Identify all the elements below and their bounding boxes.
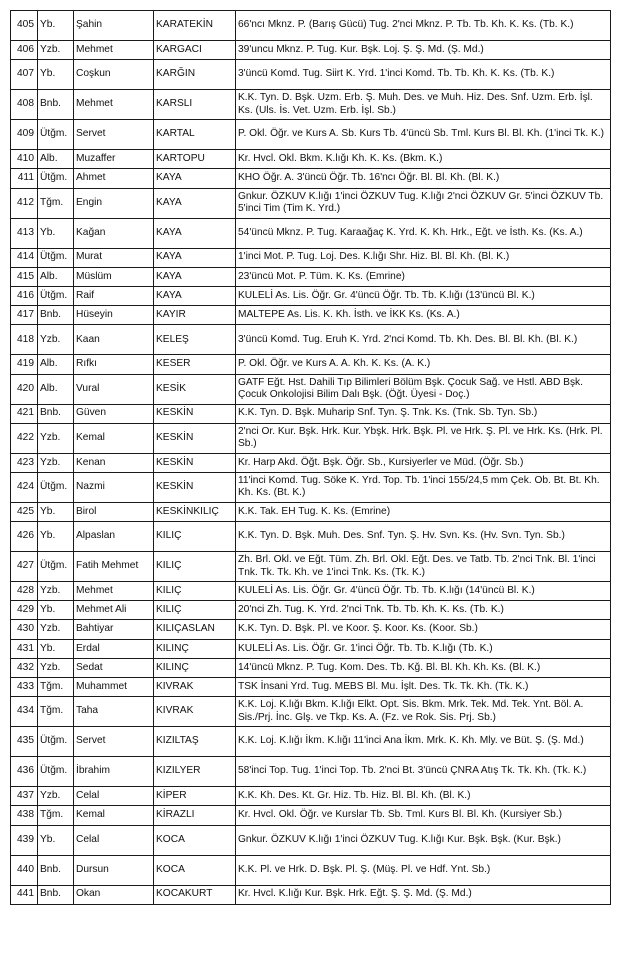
last-name-cell: KARSLI [154,90,236,120]
unit-cell: P. Okl. Öğr. ve Kurs A. Sb. Kurs Tb. 4'üncü Sb. Tml. Kurs Bl. Bl. Kh. (1'inci Tk. K.) [236,120,611,150]
rank-cell: Bnb. [38,404,74,423]
row-number: 433 [11,678,38,697]
unit-cell: 39'uncu Mknz. P. Tug. Kur. Bşk. Loj. Ş. Ş. Md. (Ş. Md.) [236,41,611,60]
row-number: 425 [11,502,38,521]
rank-cell: Ütğm. [38,286,74,305]
row-number: 408 [11,90,38,120]
row-number: 427 [11,552,38,582]
table-row [11,11,611,41]
rank-cell: Ütğm. [38,727,74,757]
row-number: 415 [11,267,38,286]
rank-cell: Yb. [38,502,74,521]
row-number: 411 [11,169,38,188]
table-row [11,601,611,620]
table-row [11,90,611,120]
first-name-cell: Murat [74,248,154,267]
unit-cell: 23'üncü Mot. P. Tüm. K. Ks. (Emrine) [236,267,611,286]
rank-cell: Tğm. [38,806,74,825]
last-name-cell: KOCAKURT [154,885,236,904]
table-row [11,306,611,325]
rank-cell: Yb. [38,60,74,90]
row-number: 410 [11,150,38,169]
table-row [11,374,611,404]
table-row [11,286,611,305]
last-name-cell: KESİK [154,374,236,404]
table-row [11,188,611,218]
row-number: 414 [11,248,38,267]
row-number: 437 [11,787,38,806]
rank-cell: Yb. [38,218,74,248]
row-number: 435 [11,727,38,757]
first-name-cell: Servet [74,120,154,150]
row-number: 441 [11,885,38,904]
row-number: 420 [11,374,38,404]
first-name-cell: Kemal [74,423,154,453]
table-row [11,885,611,904]
first-name-cell: İbrahim [74,757,154,787]
unit-cell: 14'üncü Mknz. P. Tug. Kom. Des. Tb. Kğ. Bl. Bl. Kh. Kh. Ks. (Bl. K.) [236,658,611,677]
row-number: 412 [11,188,38,218]
first-name-cell: Ahmet [74,169,154,188]
rank-cell: Yzb. [38,325,74,355]
last-name-cell: KILIÇ [154,582,236,601]
last-name-cell: KAYA [154,267,236,286]
table-row [11,472,611,502]
rank-cell: Ütğm. [38,757,74,787]
row-number: 421 [11,404,38,423]
rank-cell: Ütğm. [38,552,74,582]
unit-cell: KULELİ As. Lis. Öğr. Gr. 4'üncü Öğr. Tb. Tb. K.lığı (14'üncü Bl. K.) [236,582,611,601]
last-name-cell: KOCA [154,825,236,855]
row-number: 436 [11,757,38,787]
last-name-cell: KILINÇ [154,658,236,677]
unit-cell: K.K. Loj. K.lığı Bkm. K.lığı Elkt. Opt. Sis. Bkm. Mrk. Tek. Md. Tek. Ynt. Böl. A. Sis./Prj. İnc. Glş. ve Tkp. Ks. A. (Fz. ve Rok. Sis. Prj. Sb.) [236,697,611,727]
last-name-cell: KAYA [154,218,236,248]
last-name-cell: KILINÇ [154,639,236,658]
row-number: 426 [11,522,38,552]
last-name-cell: KESKİNKILIÇ [154,502,236,521]
table-row [11,825,611,855]
first-name-cell: Erdal [74,639,154,658]
rank-cell: Bnb. [38,90,74,120]
table-row [11,150,611,169]
first-name-cell: Müslüm [74,267,154,286]
rank-cell: Alb. [38,374,74,404]
table-body [11,11,611,905]
table-row [11,855,611,885]
table-row [11,806,611,825]
rank-cell: Yzb. [38,453,74,472]
table-row [11,697,611,727]
table-row [11,404,611,423]
last-name-cell: KIZILTAŞ [154,727,236,757]
last-name-cell: KESKİN [154,472,236,502]
first-name-cell: Fatih Mehmet [74,552,154,582]
table-row [11,267,611,286]
table-row [11,678,611,697]
rank-cell: Bnb. [38,306,74,325]
row-number: 416 [11,286,38,305]
last-name-cell: KOCA [154,855,236,885]
row-number: 423 [11,453,38,472]
unit-cell: KULELİ As. Lis. Öğr. Gr. 1'inci Öğr. Tb. Tb. K.lığı (Tb. K.) [236,639,611,658]
table-row [11,60,611,90]
row-number: 439 [11,825,38,855]
table-row [11,639,611,658]
unit-cell: GATF Eğt. Hst. Dahili Tıp Bilimleri Bölüm Bşk. Çocuk Sağ. ve Hstl. ABD Bşk. Çocuk Onkolojisi Bilim Dalı Bşk. (Öğt. Üyesi - Doç.) [236,374,611,404]
first-name-cell: Nazmi [74,472,154,502]
unit-cell: K.K. Tak. EH Tug. K. Ks. (Emrine) [236,502,611,521]
last-name-cell: KARGACI [154,41,236,60]
first-name-cell: Coşkun [74,60,154,90]
first-name-cell: Şahin [74,11,154,41]
first-name-cell: Mehmet [74,41,154,60]
first-name-cell: Celal [74,787,154,806]
first-name-cell: Muhammet [74,678,154,697]
rank-cell: Yb. [38,825,74,855]
last-name-cell: KESKİN [154,423,236,453]
last-name-cell: KAYA [154,188,236,218]
row-number: 413 [11,218,38,248]
unit-cell: 3'üncü Komd. Tug. Eruh K. Yrd. 2'nci Komd. Tb. Kh. Des. Bl. Bl. Kh. (Bl. K.) [236,325,611,355]
first-name-cell: Kaan [74,325,154,355]
last-name-cell: KAYA [154,169,236,188]
table-row [11,120,611,150]
last-name-cell: KILIÇASLAN [154,620,236,639]
unit-cell: Zh. Brl. Okl. ve Eğt. Tüm. Zh. Brl. Okl. Eğt. Des. ve Tatb. Tb. 2'nci Tnk. Bl. 1'inci Tnk. Tk. Tk. Kh. ve 1'inci Tnk. Ks. (Tk. K.) [236,552,611,582]
rank-cell: Bnb. [38,855,74,885]
unit-cell: Kr. Harp Akd. Öğt. Bşk. Öğr. Sb., Kursiyerler ve Müd. (Öğr. Sb.) [236,453,611,472]
rank-cell: Ütğm. [38,120,74,150]
rank-cell: Alb. [38,355,74,374]
table-row [11,502,611,521]
table-row [11,325,611,355]
unit-cell: K.K. Kh. Des. Kt. Gr. Hiz. Tb. Hiz. Bl. Bl. Kh. (Bl. K.) [236,787,611,806]
row-number: 405 [11,11,38,41]
rank-cell: Yzb. [38,582,74,601]
first-name-cell: Rıfkı [74,355,154,374]
table-row [11,169,611,188]
rank-cell: Yb. [38,601,74,620]
rank-cell: Ütğm. [38,248,74,267]
unit-cell: K.K. Tyn. D. Bşk. Uzm. Erb. Ş. Muh. Des. ve Muh. Hiz. Des. Snf. Uzm. Erb. İşl. Ks. (Uls. İs. Vet. Uzm. Erb. İşl. Sb.) [236,90,611,120]
rank-cell: Tğm. [38,188,74,218]
first-name-cell: Birol [74,502,154,521]
table-row [11,218,611,248]
last-name-cell: KARATEKİN [154,11,236,41]
unit-cell: KHO Öğr. A. 3'üncü Öğr. Tb. 16'ncı Öğr. Bl. Bl. Kh. (Bl. K.) [236,169,611,188]
last-name-cell: KARTOPU [154,150,236,169]
last-name-cell: KILIÇ [154,552,236,582]
table-row [11,787,611,806]
first-name-cell: Dursun [74,855,154,885]
row-number: 430 [11,620,38,639]
personnel-table [10,10,611,905]
unit-cell: MALTEPE As. Lis. K. Kh. İsth. ve İKK Ks. (Ks. A.) [236,306,611,325]
row-number: 417 [11,306,38,325]
unit-cell: K.K. Tyn. D. Bşk. Muharip Snf. Tyn. Ş. Tnk. Ks. (Tnk. Sb. Tyn. Sb.) [236,404,611,423]
unit-cell: P. Okl. Öğr. ve Kurs A. A. Kh. K. Ks. (A. K.) [236,355,611,374]
rank-cell: Alb. [38,150,74,169]
unit-cell: K.K. Tyn. D. Bşk. Pl. ve Koor. Ş. Koor. Ks. (Koor. Sb.) [236,620,611,639]
table-row [11,658,611,677]
unit-cell: 11'inci Komd. Tug. Söke K. Yrd. Top. Tb. 1'inci 155/24,5 mm Çek. Ob. Bt. Bt. Kh. Kh. Ks. (Bt. K.) [236,472,611,502]
last-name-cell: KARĞIN [154,60,236,90]
unit-cell: Gnkur. ÖZKUV K.lığı 1'inci ÖZKUV Tug. K.lığı 2'nci ÖZKUV Gr. 5'inci ÖZKUV Tb. 5'inci Tim (Tim K. Yrd.) [236,188,611,218]
row-number: 438 [11,806,38,825]
last-name-cell: KIZILYER [154,757,236,787]
unit-cell: K.K. Loj. K.lığı İkm. K.lığı 11'inci Ana İkm. Mrk. K. Kh. Mly. ve Büt. Ş. (Ş. Md.) [236,727,611,757]
first-name-cell: Okan [74,885,154,904]
row-number: 429 [11,601,38,620]
unit-cell: 2'nci Or. Kur. Bşk. Hrk. Kur. Ybşk. Hrk. Bşk. Pl. ve Hrk. Ş. Pl. ve Hrk. Ks. (Hrk. Pl. Sb.) [236,423,611,453]
rank-cell: Tğm. [38,697,74,727]
table-row [11,727,611,757]
table-row [11,453,611,472]
rank-cell: Yb. [38,639,74,658]
unit-cell: Kr. Hvcl. Okl. Bkm. K.lığı Kh. K. Ks. (Bkm. K.) [236,150,611,169]
first-name-cell: Raif [74,286,154,305]
table-row [11,355,611,374]
first-name-cell: Taha [74,697,154,727]
row-number: 409 [11,120,38,150]
first-name-cell: Güven [74,404,154,423]
first-name-cell: Mehmet Ali [74,601,154,620]
rank-cell: Ütğm. [38,472,74,502]
first-name-cell: Alpaslan [74,522,154,552]
table-row [11,248,611,267]
row-number: 419 [11,355,38,374]
last-name-cell: KAYA [154,286,236,305]
rank-cell: Yzb. [38,41,74,60]
table-row [11,757,611,787]
unit-cell: 66'ncı Mknz. P. (Barış Gücü) Tug. 2'nci Mknz. P. Tb. Tb. Kh. K. Ks. (Tb. K.) [236,11,611,41]
row-number: 434 [11,697,38,727]
last-name-cell: KİPER [154,787,236,806]
row-number: 422 [11,423,38,453]
rank-cell: Yzb. [38,620,74,639]
unit-cell: 54'üncü Mknz. P. Tug. Karaağaç K. Yrd. K. Kh. Hrk., Eğt. ve İsth. Ks. (Ks. A.) [236,218,611,248]
rank-cell: Bnb. [38,885,74,904]
table-row [11,423,611,453]
row-number: 428 [11,582,38,601]
last-name-cell: KIVRAK [154,697,236,727]
first-name-cell: Bahtiyar [74,620,154,639]
unit-cell: 58'inci Top. Tug. 1'inci Top. Tb. 2'nci Bt. 3'üncü ÇNRA Atış Tk. Tk. Kh. (Tk. K.) [236,757,611,787]
row-number: 440 [11,855,38,885]
first-name-cell: Mehmet [74,90,154,120]
table-row [11,41,611,60]
last-name-cell: KAYIR [154,306,236,325]
unit-cell: K.K. Pl. ve Hrk. D. Bşk. Pl. Ş. (Müş. Pl. ve Hdf. Ynt. Sb.) [236,855,611,885]
first-name-cell: Kenan [74,453,154,472]
row-number: 407 [11,60,38,90]
unit-cell: 20'nci Zh. Tug. K. Yrd. 2'nci Tnk. Tb. Tb. Kh. K. Ks. (Tb. K.) [236,601,611,620]
unit-cell: K.K. Tyn. D. Bşk. Muh. Des. Snf. Tyn. Ş. Hv. Svn. Ks. (Hv. Svn. Tyn. Sb.) [236,522,611,552]
first-name-cell: Hüseyin [74,306,154,325]
first-name-cell: Kağan [74,218,154,248]
rank-cell: Ütğm. [38,169,74,188]
first-name-cell: Servet [74,727,154,757]
unit-cell: KULELİ As. Lis. Öğr. Gr. 4'üncü Öğr. Tb. Tb. K.lığı (13'üncü Bl. K.) [236,286,611,305]
first-name-cell: Kemal [74,806,154,825]
last-name-cell: KARTAL [154,120,236,150]
last-name-cell: KESKİN [154,404,236,423]
unit-cell: 1'inci Mot. P. Tug. Loj. Des. K.lığı Shr. Hiz. Bl. Bl. Kh. (Bl. K.) [236,248,611,267]
first-name-cell: Sedat [74,658,154,677]
unit-cell: Gnkur. ÖZKUV K.lığı 1'inci ÖZKUV Tug. K.lığı Kur. Bşk. Bşk. (Kur. Bşk.) [236,825,611,855]
rank-cell: Yzb. [38,787,74,806]
last-name-cell: KAYA [154,248,236,267]
table-row [11,552,611,582]
last-name-cell: KİRAZLI [154,806,236,825]
first-name-cell: Celal [74,825,154,855]
rank-cell: Tğm. [38,678,74,697]
rank-cell: Alb. [38,267,74,286]
first-name-cell: Engin [74,188,154,218]
table-row [11,522,611,552]
rank-cell: Yzb. [38,658,74,677]
rank-cell: Yzb. [38,423,74,453]
last-name-cell: KIVRAK [154,678,236,697]
rank-cell: Yb. [38,11,74,41]
row-number: 406 [11,41,38,60]
unit-cell: Kr. Hvcl. K.lığı Kur. Bşk. Hrk. Eğt. Ş. Ş. Md. (Ş. Md.) [236,885,611,904]
last-name-cell: KESER [154,355,236,374]
last-name-cell: KILIÇ [154,601,236,620]
first-name-cell: Vural [74,374,154,404]
rank-cell: Yb. [38,522,74,552]
table-row [11,582,611,601]
last-name-cell: KILIÇ [154,522,236,552]
table-row [11,620,611,639]
unit-cell: 3'üncü Komd. Tug. Siirt K. Yrd. 1'inci Komd. Tb. Tb. Kh. K. Ks. (Tb. K.) [236,60,611,90]
first-name-cell: Muzaffer [74,150,154,169]
unit-cell: TSK İnsani Yrd. Tug. MEBS Bl. Mu. İşlt. Des. Tk. Tk. Kh. (Tk. K.) [236,678,611,697]
row-number: 418 [11,325,38,355]
first-name-cell: Mehmet [74,582,154,601]
last-name-cell: KESKİN [154,453,236,472]
last-name-cell: KELEŞ [154,325,236,355]
row-number: 424 [11,472,38,502]
row-number: 431 [11,639,38,658]
row-number: 432 [11,658,38,677]
unit-cell: Kr. Hvcl. Okl. Öğr. ve Kurslar Tb. Sb. Tml. Kurs Bl. Bl. Kh. (Kursiyer Sb.) [236,806,611,825]
